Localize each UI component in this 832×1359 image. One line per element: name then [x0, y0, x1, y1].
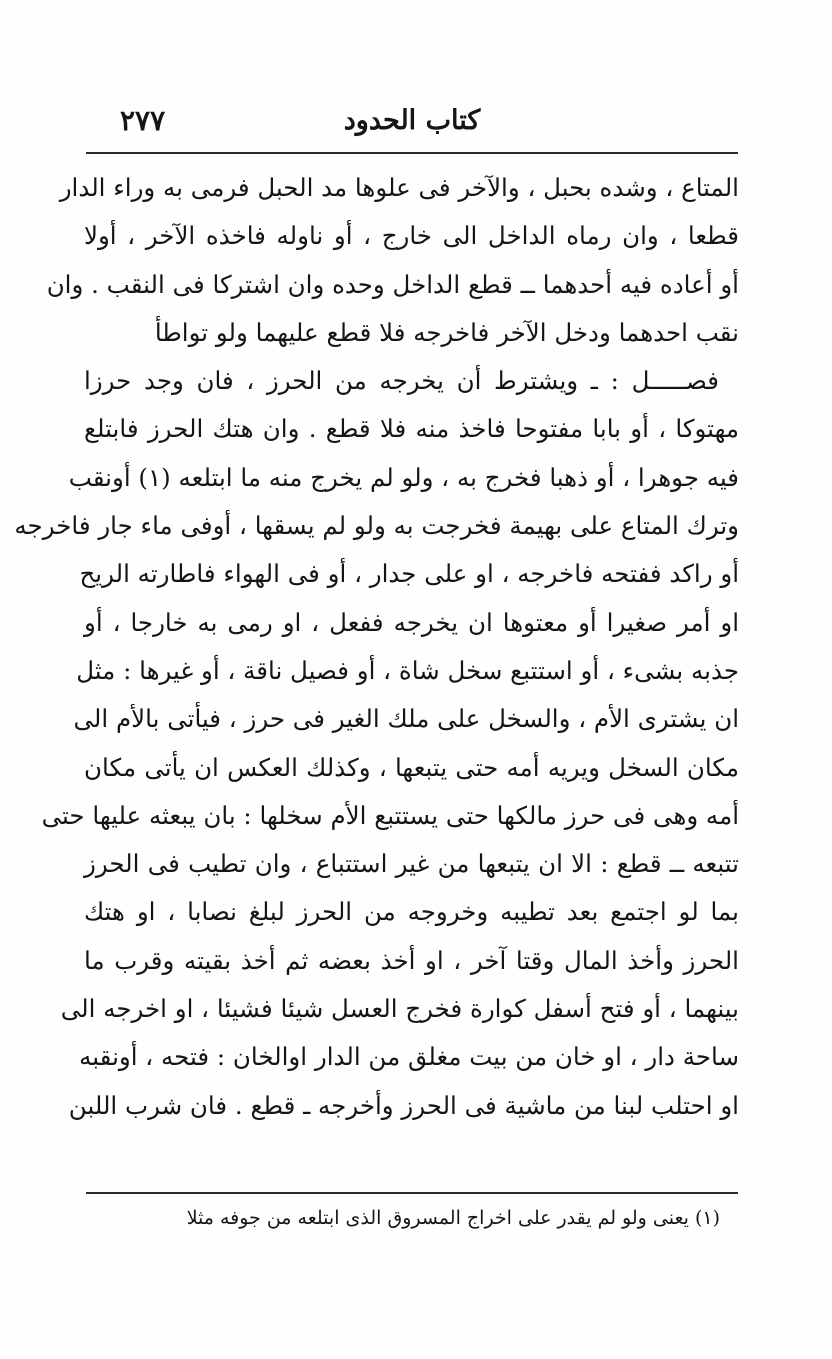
text-line: ان يشترى الأم ، والسخل على ملك الغير فى حرز ، فيأتى بالأم الى — [73, 704, 739, 734]
text-line: او أمر صغيرا أو معتوها ان يخرجه ففعل ، او رمى به خارجا ، أو — [84, 607, 739, 637]
text-line: وترك المتاع على بهيمة فخرجت به ولو لم يسقها ، أوفى ماء جار فاخرجه — [14, 511, 739, 541]
text-line: بما لو اجتمع بعد تطيبه وخروجه من الحرز لبلغ نصابا ، او هتك — [84, 897, 739, 927]
text-line: تتبعه ــ قطع : الا ان يتبعها من غير استتباع ، وان تطيب فى الحرز — [84, 849, 739, 879]
text-line: قطعا ، وان رماه الداخل الى خارج ، أو ناوله فاخذه الآخر ، أولا — [84, 221, 739, 251]
text-line: بينهما ، أو فتح أسفل كوارة فخرج العسل شيئا فشيئا ، او اخرجه الى — [60, 994, 739, 1024]
text-line: او احتلب لبنا من ماشية فى الحرز وأخرجه ـ قطع . فان شرب اللبن — [68, 1090, 739, 1120]
text-line: الحرز وأخذ المال وقتا آخر ، او أخذ بعضه ثم أخذ بقيته وقرب ما — [84, 945, 739, 975]
page-header — [86, 101, 738, 145]
section-heading-line: فصـــــل : ـ ويشترط أن يخرجه من الحرز ، فان وجد حرزا — [84, 366, 719, 396]
text-line: مكان السخل ويريه أمه حتى يتبعها ، وكذلك العكس ان يأتى مكان — [84, 752, 739, 782]
text-line: فيه جوهرا ، أو ذهبا فخرج به ، ولو لم يخرج منه ما ابتلعه (١) أونقب — [68, 462, 739, 492]
text-line: مهتوكا ، أو بابا مفتوحا فاخذ منه فلا قطع . وان هتك الحرز فابتلع — [84, 414, 739, 444]
page-number: ٢٧٧ — [120, 104, 166, 137]
text-line: المتاع ، وشده بحبل ، والآخر فى علوها مد الحبل فرمى به وراء الدار — [59, 173, 739, 202]
running-title: كتاب الحدود — [343, 105, 481, 136]
header-divider — [86, 152, 738, 154]
text-line: أمه وهى فى حرز مالكها حتى يستتبع الأم سخلها : بان يبعثه عليها حتى — [41, 800, 739, 830]
footnote: (١) يعنى ولو لم يقدر على اخراج المسروق الذى ابتلعه من جوفه مثلا — [186, 1207, 720, 1229]
text-line: أو راكد ففتحه فاخرجه ، او على جدار ، أو فى الهواء فاطارته الريح — [79, 559, 739, 589]
text-line: نقب احدهما ودخل الآخر فاخرجه فلا قطع عليهما ولو تواطأ — [154, 317, 739, 347]
text-line: جذبه بشىء ، أو استتبع سخل شاة ، أو فصيل ناقة ، أو غيرها : مثل — [76, 655, 739, 685]
footnote-divider — [86, 1192, 738, 1194]
text-line: ساحة دار ، او خان من بيت مغلق من الدار اوالخان : فتحه ، أونقبه — [79, 1042, 739, 1072]
text-line: أو أعاده فيه أحدهما ــ قطع الداخل وحده وان اشتركا فى النقب . وان — [46, 269, 739, 299]
main-text — [14, 164, 739, 1130]
